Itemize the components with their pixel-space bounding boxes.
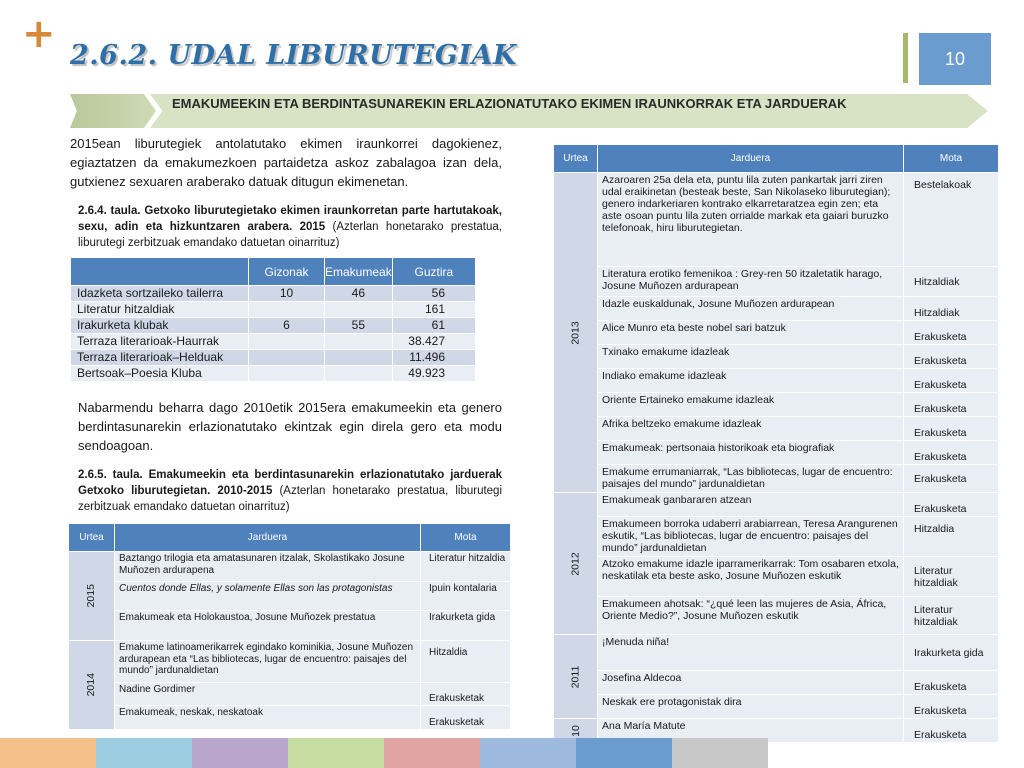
- table2-header-year: Urtea: [69, 524, 115, 552]
- table-row: [554, 695, 999, 719]
- activities-table-2014-2015: [68, 523, 511, 730]
- page-title: 2.6.2. UDAL LIBURUTEGIAK: [70, 40, 517, 71]
- table-row: [554, 267, 999, 297]
- table-row: [554, 393, 999, 417]
- table1-caption: [78, 203, 502, 251]
- table2-caption: [78, 467, 502, 515]
- row-men: [249, 350, 325, 366]
- table-row: [554, 517, 999, 557]
- table2-header-activity: Jarduera: [115, 524, 421, 552]
- activity-cell: Idazle euskaldunak, Josune Muñozen ardurapean: [598, 297, 904, 321]
- table-row: [554, 635, 999, 671]
- activity-cell: Emakumeak: pertsonaia historikoak eta biografiak: [598, 441, 904, 465]
- type-cell: Hitzaldia: [904, 517, 999, 557]
- table1-header-blank: [71, 258, 249, 286]
- footer-strip-purple: [192, 738, 288, 768]
- row-name: Irakurketa klubak: [71, 318, 249, 334]
- activity-cell: Afrika beltzeko emakume idazleak: [598, 417, 904, 441]
- row-men: 6: [249, 318, 325, 334]
- table-row: [554, 417, 999, 441]
- type-cell: Literatur hitzaldiak: [904, 557, 999, 597]
- table3-header-activity: Jarduera: [598, 145, 904, 173]
- activity-cell: ¡Menuda niña!: [598, 635, 904, 671]
- activities-table-2010-2013: [553, 144, 999, 743]
- row-women: [325, 366, 393, 382]
- activity-cell: Literatura erotiko femenikoa : Grey-ren 50 itzaletatik harago, Josune Muñozen ardurapean: [598, 267, 904, 297]
- activity-cell: Josefina Aldecoa: [598, 671, 904, 695]
- row-women: [325, 334, 393, 350]
- table2-caption-bold: 2.6.5. taula. Emakumeekin eta berdintasunarekin erlazionatutako jarduerak Getxoko liburutegietan. 2010-2015: [78, 469, 502, 497]
- table-row: [69, 683, 511, 706]
- type-cell: Irakurketa gida: [904, 635, 999, 671]
- activity-cell: Emakumeak ganbararen atzean: [598, 493, 904, 517]
- activity-cell: Emakume latinoamerikarrek egindako kominikia, Josune Muñozen ardurapean eta “Las bibliotecas, lugar de encuentro: paisajes del mundo” jardunaldietan: [115, 641, 421, 683]
- year-cell: [69, 552, 115, 641]
- type-cell: Bestelakoak: [904, 173, 999, 267]
- activity-cell: Emakumeen ahotsak: “¿qué leen las mujeres de Asia, África, Oriente Medio?”, Josune Muñozen eskutik: [598, 597, 904, 635]
- row-men: 10: [249, 286, 325, 302]
- year-label: 2014: [84, 673, 97, 697]
- row-name: Terraza literarioak-Haurrak: [71, 334, 249, 350]
- activity-cell: Neskak ere protagonistak dira: [598, 695, 904, 719]
- activity-cell: Nadine Gordimer: [115, 683, 421, 706]
- table-row: [554, 493, 999, 517]
- row-total: 49.923: [392, 366, 475, 382]
- activity-cell: Atzoko emakume idazle iparramerikarrak: Tom osabaren etxola, neskatilak eta beste asko, Josune Muñozen eskutik: [598, 557, 904, 597]
- section-banner-text: EMAKUMEEKIN ETA BERDINTASUNAREKIN ERLAZIONATUTAKO EKIMEN IRAUNKORRAK ETA JARDUERAK: [172, 96, 847, 111]
- row-women: [325, 350, 393, 366]
- plus-icon: +: [22, 11, 56, 57]
- type-cell: Literatur hitzaldiak: [904, 597, 999, 635]
- type-cell: Erakusketa: [904, 417, 999, 441]
- row-women: 55: [325, 318, 393, 334]
- type-cell: Erakusketa: [904, 345, 999, 369]
- table-row: [71, 366, 476, 382]
- table-row: [554, 297, 999, 321]
- activity-cell: Baztango trilogia eta amatasunaren itzalak, Skolastikako Josune Muñozen ardurapena: [115, 552, 421, 582]
- row-total: 56: [392, 286, 475, 302]
- type-cell: Irakurketa gida: [421, 611, 511, 641]
- year-cell: [554, 173, 598, 493]
- type-cell: Erakusketa: [904, 441, 999, 465]
- table-row: [71, 350, 476, 366]
- type-cell: Erakusketa: [904, 465, 999, 493]
- table-row: [554, 465, 999, 493]
- footer-strip-blue: [480, 738, 576, 768]
- type-cell: Erakusketa: [904, 321, 999, 345]
- table-row: [71, 286, 476, 302]
- year-cell: [554, 635, 598, 719]
- table1-header-total: Guztira: [392, 258, 475, 286]
- table-row: [69, 611, 511, 641]
- table-row: [71, 334, 476, 350]
- intro-paragraph: 2015ean liburutegiek antolatutako ekimen iraunkorrei dagokienez, egiaztatzen da emakumezkoen partaidetza askoz zabalagoa izan dela, gutxienez sexuaren araberako datuak ditugun ekimenetan.: [70, 136, 502, 189]
- activity-cell: Emakume errumaniarrak, “Las bibliotecas, lugar de encuentro: paisajes del mundo” jardunaldietan: [598, 465, 904, 493]
- table2-caption-note: (Azterlan honetarako prestatua, liburutegi zerbitzuak emandako datuetan oinarrituz): [78, 485, 503, 513]
- table-row: [554, 369, 999, 393]
- table-row: [69, 552, 511, 582]
- activity-cell: Cuentos donde Ellas, y solamente Ellas son las protagonistas: [115, 582, 421, 611]
- year-label: 2015: [84, 584, 97, 608]
- type-cell: Erakusketa: [904, 393, 999, 417]
- row-total: 11.496: [392, 350, 475, 366]
- type-cell: Erakusketa: [904, 493, 999, 517]
- table-row: [554, 321, 999, 345]
- footer-strip-gray: [672, 738, 768, 768]
- row-total: 161: [392, 302, 475, 318]
- type-cell: Erakusketa: [904, 695, 999, 719]
- year-label: 2013: [569, 320, 582, 345]
- activity-cell: Alice Munro eta beste nobel sari batzuk: [598, 321, 904, 345]
- row-name: Terraza literarioak–Helduak: [71, 350, 249, 366]
- row-women: [325, 302, 393, 318]
- year-cell: [69, 641, 115, 730]
- footer-strip-cyan: [96, 738, 192, 768]
- footer-strip-orange: [0, 738, 96, 768]
- activity-cell: Indiako emakume idazleak: [598, 369, 904, 393]
- table-row: [554, 173, 999, 267]
- row-name: Bertsoak–Poesia Kluba: [71, 366, 249, 382]
- activity-cell: Txinako emakume idazleak: [598, 345, 904, 369]
- table1-header-men: Gizonak: [249, 258, 325, 286]
- footer-strip-darkblue: [576, 738, 672, 768]
- table-row: [554, 557, 999, 597]
- row-total: 38.427: [392, 334, 475, 350]
- table-row: [554, 441, 999, 465]
- table-row: [554, 671, 999, 695]
- participants-table: [70, 257, 476, 382]
- row-women: 46: [325, 286, 393, 302]
- banner-chevron-left: [70, 94, 156, 128]
- footer-strip-green: [288, 738, 384, 768]
- row-name: Literatur hitzaldiak: [71, 302, 249, 318]
- table1-header-women: Emakumeak: [325, 258, 393, 286]
- type-cell: Literatur hitzaldia: [421, 552, 511, 582]
- type-cell: Erakusketa: [904, 671, 999, 695]
- year-label: 10: [569, 724, 582, 737]
- row-men: [249, 302, 325, 318]
- table1-caption-bold: 2.6.4. taula. Getxoko liburutegietako ekimen iraunkorretan parte hartutakoak, sexu, adin eta hizkuntzaren arabera. 2015: [78, 205, 502, 233]
- type-cell: Erakusketa: [904, 719, 999, 743]
- activity-cell: Oriente Ertaineko emakume idazleak: [598, 393, 904, 417]
- row-men: [249, 366, 325, 382]
- table-row: [69, 706, 511, 730]
- table3-header-type: Mota: [904, 145, 999, 173]
- table-row: [554, 597, 999, 635]
- second-paragraph: Nabarmendu beharra dago 2010etik 2015era emakumeekin eta genero berdintasunarekin erlazionatutako ekintzak egin direla gero eta modu sendoagoan.: [78, 400, 502, 453]
- title-divider: [903, 33, 908, 83]
- activity-cell: Emakumeak, neskak, neskatoak: [115, 706, 421, 730]
- row-men: [249, 334, 325, 350]
- table2-header-type: Mota: [421, 524, 511, 552]
- year-cell: [554, 493, 598, 635]
- table1-caption-note: (Azterlan honetarako prestatua, liburutegi zerbitzuak emandako datuetan oinarrituz): [78, 221, 502, 249]
- table3-header-year: Urtea: [554, 145, 598, 173]
- row-name: Idazketa sortzaileko tailerra: [71, 286, 249, 302]
- activity-cell: Emakumeen borroka udaberri arabiarrean, Teresa Arangurenen eskutik, “Las bibliotecas, lugar de encuentro: paisajes del mundo” jardunaldietan: [598, 517, 904, 557]
- activity-cell: Emakumeak eta Holokaustoa, Josune Muñozek prestatua: [115, 611, 421, 641]
- table-row: [554, 345, 999, 369]
- type-cell: Hitzaldia: [421, 641, 511, 683]
- row-total: 61: [392, 318, 475, 334]
- year-label: 2012: [569, 551, 582, 576]
- footer-strip-red: [384, 738, 480, 768]
- year-label: 2011: [569, 665, 582, 688]
- type-cell: Erakusketak: [421, 706, 511, 730]
- activity-cell: Azaroaren 25a dela eta, puntu lila zuten pankartak jarri ziren udal eraikinetan (besteak beste, San Nikolaseko liburutegian); genero indarkeriaren kontrako elkarretaratzea egin zen; eta aste osoan puntu lila zuten orrialde markak eta gaiari buruzko telefonoak, hiru liburutegietan.: [598, 173, 904, 267]
- type-cell: Hitzaldiak: [904, 267, 999, 297]
- type-cell: Ipuin kontalaria: [421, 582, 511, 611]
- type-cell: Hitzaldiak: [904, 297, 999, 321]
- type-cell: Erakusketak: [421, 683, 511, 706]
- type-cell: Erakusketa: [904, 369, 999, 393]
- table-row: [69, 582, 511, 611]
- activity-cell: Ana María Matute: [598, 719, 904, 743]
- table-row: [71, 302, 476, 318]
- table-row: [69, 641, 511, 683]
- page-number: 10: [919, 33, 991, 85]
- table-row: [71, 318, 476, 334]
